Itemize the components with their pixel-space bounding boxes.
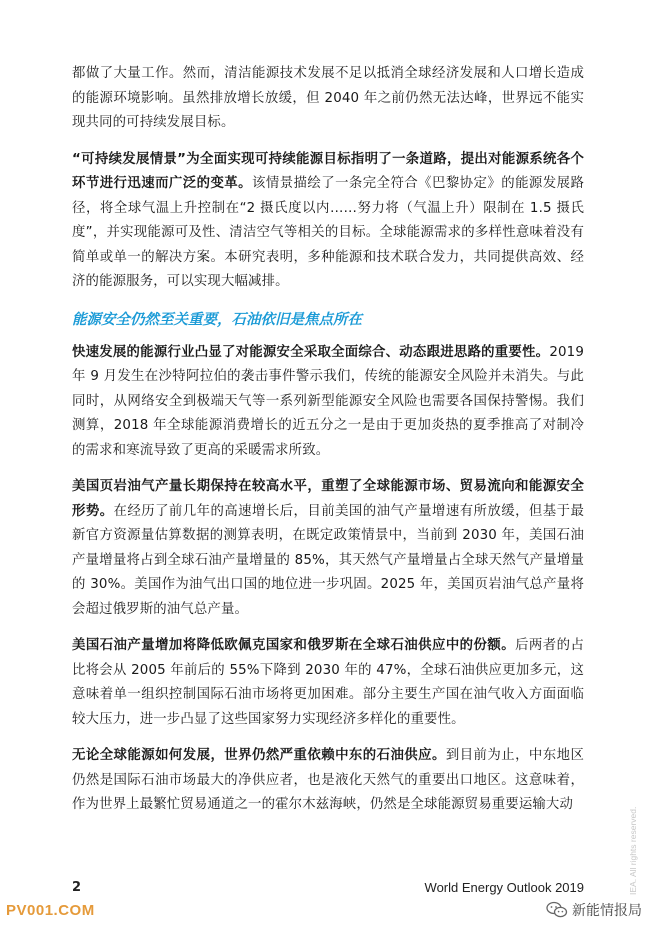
watermark-account [546, 900, 642, 920]
wechat-icon [546, 901, 568, 919]
publication-title: World Energy Outlook 2019 [424, 880, 584, 895]
page-footer [72, 880, 584, 902]
paragraph-lead: “可持续发展情景”为全面实现可持续能源目标指明了一条道路，提出对能源系统各个环节进行迅速而广泛的变革。 [72, 151, 584, 191]
paragraph-lead: 快速发展的能源行业凸显了对能源安全采取全面综合、动态跟进思路的重要性。 [72, 344, 550, 360]
paragraph-energy-security [72, 341, 584, 464]
paragraph-lead: 无论全球能源如何发展，世界仍然严重依赖中东的石油供应。 [72, 748, 446, 763]
paragraph-lead: 美国石油产量增加将降低欧佩克国家和俄罗斯在全球石油供应中的份额。 [72, 638, 516, 653]
watermark-site: PV001.COM [6, 902, 95, 919]
paragraph-middle-east [72, 744, 584, 818]
body-text [72, 62, 584, 830]
paragraph-text: 后两者的占比将会从 2005 年前后的 55%下降到 2030 年的 47%，全球石油供应更加多元，这意味着单一组织控制国际石油市场将更加困难。部分主要生产国在油气收入方面面临较大压力，进一步凸显了这些国家努力实现经济多样化的重要性。 [72, 638, 584, 727]
paragraph-text: 在经历了前几年的高速增长后，目前美国的油气产量增速有所放缓，但基于最新官方资源量估算数据的测算表明，在既定政策情景中，当前到 2030 年，美国石油产量增量将占到全球石油产量增量的 85%，其天然气产量增量占全球天然气产量增量的 30%。美国作为油气出口国的地位进一步巩固。2025 年，美国页岩油气总产量将会超过俄罗斯的油气总产量。 [72, 503, 584, 617]
paragraph-sds [72, 148, 584, 295]
copyright-side-note: IEA. All rights reserved. [628, 806, 638, 895]
paragraph-text: 该情景描绘了一条完全符合《巴黎协定》的能源发展路径，将全球气温上升控制在“2 摄氏度以内……努力将（气温上升）限制在 1.5 摄氏度”，并实现能源可及性、清洁空气等相关的目标。全球能源需求的多样性意味着没有简单或单一的解决方案。本研究表明，多种能源和技术联合发力，共同提供高效、经济的能源服务，可以实现大幅减排。 [72, 176, 584, 289]
paragraph-text: 到目前为止，中东地区仍然是国际石油市场最大的净供应者，也是液化天然气的重要出口地区。这意味着，作为世界上最繁忙贸易通道之一的霍尔木兹海峡，仍然是全球能源贸易重要运输大动 [72, 748, 584, 812]
paragraph-text: 2019 年 9 月发生在沙特阿拉伯的袭击事件警示我们，传统的能源安全风险并未消失。与此同时，从网络安全到极端天气等一系列新型能源安全风险也需要各国保持警惕。我们测算，2018 年全球能源消费增长的近五分之一是由于更加炎热的夏季推高了对制冷的需求和寒流导致了更高的采暖需求所致。 [72, 344, 584, 458]
page-number: 2 [72, 880, 82, 895]
paragraph-opec-share [72, 634, 584, 732]
paragraph-us-shale [72, 475, 584, 622]
section-heading: 能源安全仍然至关重要，石油依旧是焦点所在 [72, 311, 362, 328]
paragraph-intro [72, 62, 584, 136]
paragraph-lead: 美国页岩油气产量长期保持在较高水平，重塑了全球能源市场、贸易流向和能源安全形势。 [72, 479, 584, 519]
watermark-account-name: 新能情报局 [572, 903, 642, 919]
paragraph-text: 都做了大量工作。然而，清洁能源技术发展不足以抵消全球经济发展和人口增长造成的能源环境影响。虽然排放增长放缓，但 2040 年之前仍然无法达峰，世界远不能实现共同的可持续发展目标。 [72, 66, 584, 130]
